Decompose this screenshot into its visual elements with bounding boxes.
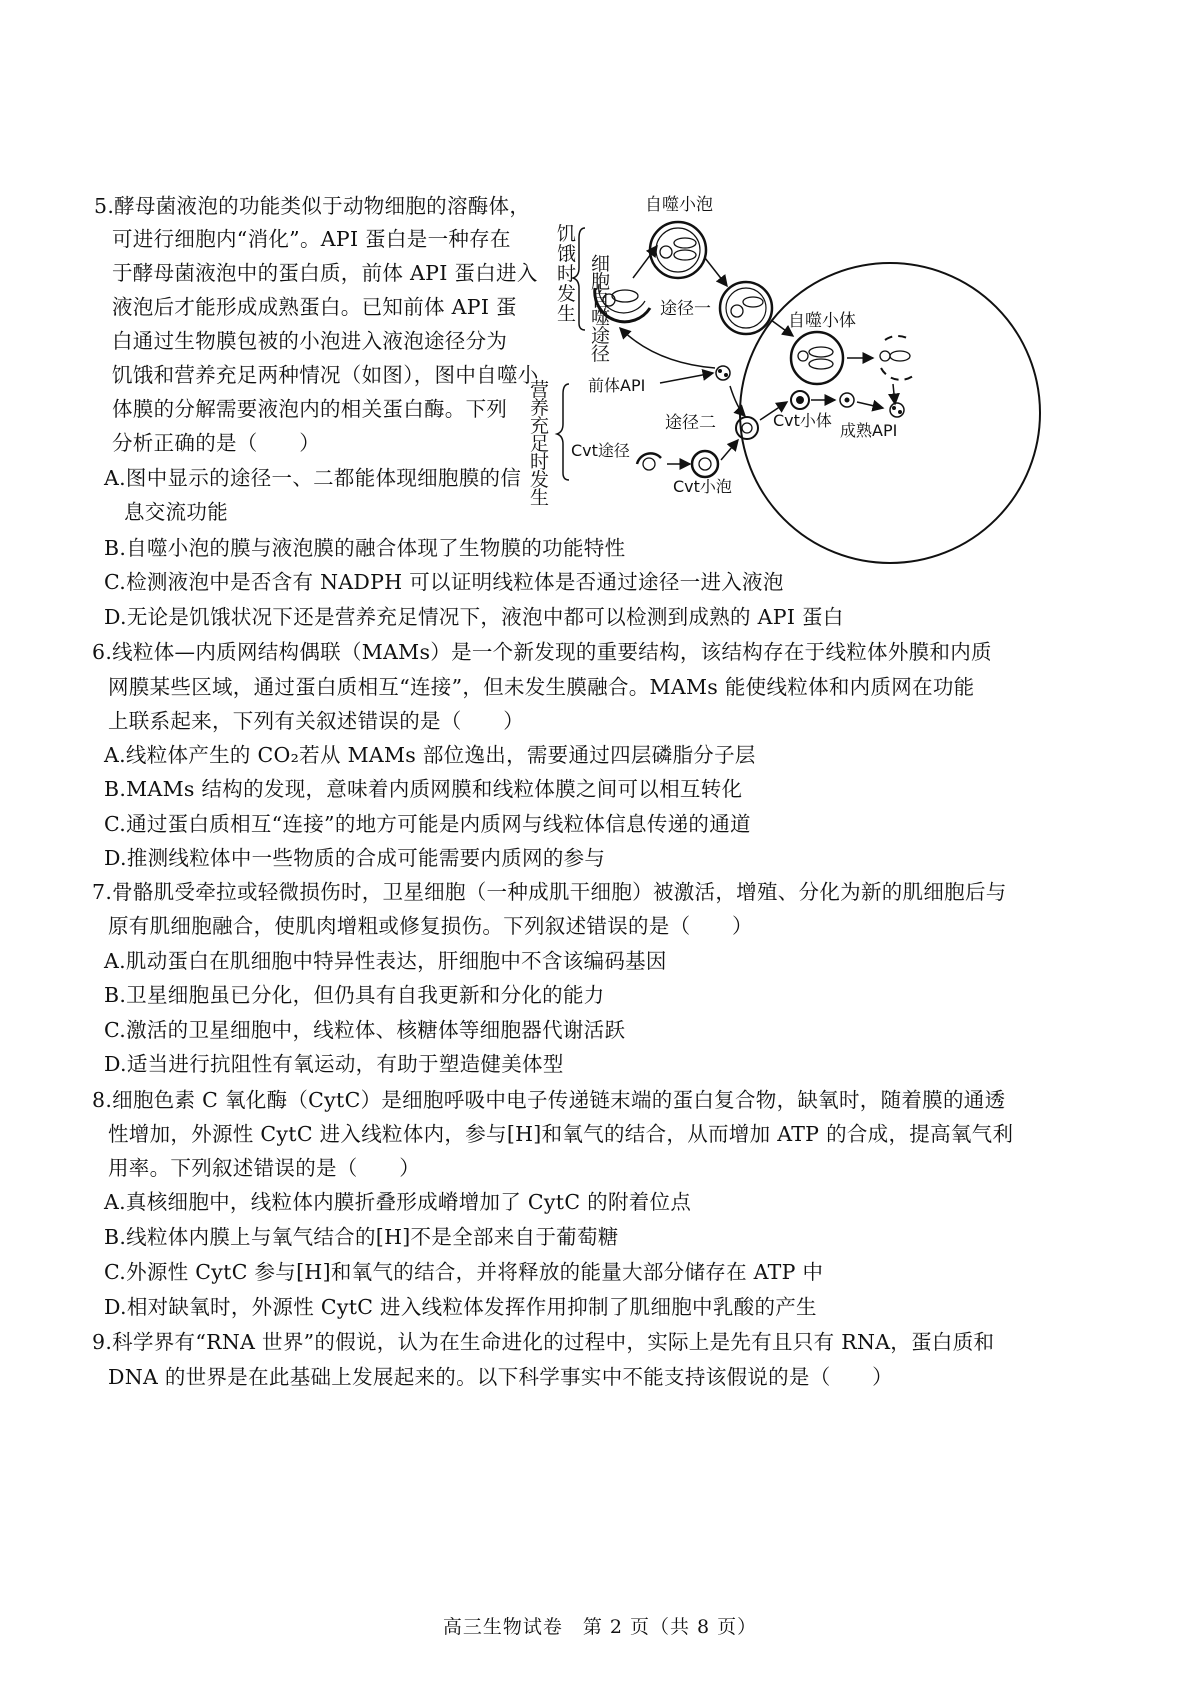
q6-option-c: C.通过蛋白质相互“连接”的地方可能是内质网与线粒体信息传递的通道 bbox=[104, 812, 751, 836]
cvt-pathway-label: Cvt途径 bbox=[571, 441, 630, 460]
nutrient-label-char: 充 bbox=[530, 415, 550, 437]
cell-autophagy-char: 自 bbox=[591, 289, 611, 311]
nutrient-label-char: 发 bbox=[530, 469, 550, 491]
q5-stem-line: 液泡后才能形成成熟蛋白。已知前体 API 蛋 bbox=[112, 295, 517, 319]
q6-stem-line: 6.线粒体—内质网结构偶联（MAMs）是一个新发现的重要结构，该结构存在于线粒体外膜和内质 bbox=[92, 640, 992, 664]
autophagosome-label: 自噬小体 bbox=[788, 311, 856, 331]
cell-autophagy-char: 细 bbox=[591, 253, 611, 275]
nutrient-label-char: 养 bbox=[530, 397, 550, 419]
hunger-label-char: 饿 bbox=[557, 243, 577, 265]
q8-stem-line: 8.细胞色素 C 氧化酶（CytC）是细胞呼吸中电子传递链末端的蛋白复合物，缺氧时，随着膜的通透 bbox=[92, 1088, 1006, 1112]
autophagy-cvt-diagram bbox=[530, 188, 975, 509]
q6-option-b: B.MAMs 结构的发现，意味着内质网膜和线粒体膜之间可以相互转化 bbox=[104, 777, 743, 801]
hunger-label-char: 时 bbox=[557, 263, 577, 285]
q8-option-a: A.真核细胞中，线粒体内膜折叠形成嵴增加了 CytC 的附着位点 bbox=[104, 1190, 692, 1214]
q5-option-c: C.检测液泡中是否含有 NADPH 可以证明线粒体是否通过途径一进入液泡 bbox=[104, 570, 784, 594]
q8-option-d: D.相对缺氧时，外源性 CytC 进入线粒体发挥作用抑制了肌细胞中乳酸的产生 bbox=[104, 1295, 817, 1319]
brace bbox=[557, 384, 569, 480]
q5-stem-line: 5.酵母菌液泡的功能类似于动物细胞的溶酶体， bbox=[94, 194, 531, 218]
q6-option-d: D.推测线粒体中一些物质的合成可能需要内质网的参与 bbox=[104, 846, 606, 870]
pathway-one-label: 途径一 bbox=[660, 299, 711, 319]
q6-stem-line: 网膜某些区域，通过蛋白质相互“连接”，但未发生膜融合。MAMs 能使线粒体和内质网在功能 bbox=[108, 675, 975, 699]
q8-stem-line: 性增加，外源性 CytC 进入线粒体内，参与[H]和氧气的结合，从而增加 ATP 的合成，提高氧气利 bbox=[108, 1122, 1014, 1146]
q7-stem-line: 原有肌细胞融合，使肌肉增粗或修复损伤。下列叙述错误的是（ ） bbox=[108, 914, 753, 938]
q5-stem-line: 白通过生物膜包被的小泡进入液泡途径分为 bbox=[112, 329, 508, 353]
q9-stem-line: DNA 的世界是在此基础上发展起来的。以下科学事实中不能支持该假说的是（ ） bbox=[108, 1365, 893, 1389]
q6-option-a: A.线粒体产生的 CO₂若从 MAMs 部位逸出，需要通过四层磷脂分子层 bbox=[104, 743, 756, 767]
q5-stem-line: 饥饿和营养充足两种情况（如图），图中自噬小 bbox=[112, 363, 539, 387]
q7-option-b: B.卫星细胞虽已分化，但仍具有自我更新和分化的能力 bbox=[104, 983, 605, 1007]
q8-option-c: C.外源性 CytC 参与[H]和氧气的结合，并将释放的能量大部分储存在 ATP 中 bbox=[104, 1260, 824, 1284]
q7-option-a: A.肌动蛋白在肌细胞中特异性表达，肝细胞中不含该编码基因 bbox=[104, 949, 667, 973]
q9-stem-line: 9.科学界有“RNA 世界”的假说，认为在生命进化的过程中，实际上是先有且只有 RNA，蛋白质和 bbox=[92, 1330, 995, 1354]
hunger-label-char: 饥 bbox=[557, 223, 577, 245]
nutrient-label-char: 时 bbox=[530, 451, 550, 473]
cell-autophagy-char: 途 bbox=[591, 325, 611, 347]
q6-stem-line: 上联系起来，下列有关叙述错误的是（ ） bbox=[108, 709, 524, 733]
q5-option-b: B.自噬小泡的膜与液泡膜的融合体现了生物膜的功能特性 bbox=[104, 536, 626, 560]
pathway-two-label: 途径二 bbox=[665, 413, 716, 433]
q5-stem-line: 可进行细胞内“消化”。API 蛋白是一种存在 bbox=[112, 227, 511, 251]
nutrient-label-char: 营 bbox=[530, 379, 550, 401]
nutrient-label-char: 生 bbox=[530, 487, 550, 509]
cell-autophagy-char: 胞 bbox=[591, 271, 611, 293]
q7-stem-line: 7.骨骼肌受牵拉或轻微损伤时，卫星细胞（一种成肌干细胞）被激活，增殖、分化为新的肌细胞后与 bbox=[92, 880, 1007, 904]
q7-option-d: D.适当进行抗阻性有氧运动，有助于塑造健美体型 bbox=[104, 1052, 564, 1076]
q8-stem-line: 用率。下列叙述错误的是（ ） bbox=[108, 1156, 420, 1180]
q5-option-a: A.图中显示的途径一、二都能体现细胞膜的信 bbox=[104, 466, 522, 490]
q5-stem-line: 体膜的分解需要液泡内的相关蛋白酶。下列 bbox=[112, 397, 508, 421]
precursor-api-label: 前体API bbox=[588, 376, 646, 395]
q8-option-b: B.线粒体内膜上与氧气结合的[H]不是全部来自于葡萄糖 bbox=[104, 1225, 619, 1249]
cell-autophagy-char: 径 bbox=[591, 343, 611, 365]
page-footer: 高三生物试卷 第 2 页（共 8 页） bbox=[442, 1616, 758, 1638]
cell-autophagy-char: 噬 bbox=[591, 307, 611, 329]
q5-stem-line: 分析正确的是（ ） bbox=[112, 431, 320, 455]
hunger-label-char: 发 bbox=[557, 283, 577, 305]
mature-api-label: 成熟API bbox=[840, 421, 898, 440]
q7-option-c: C.激活的卫星细胞中，线粒体、核糖体等细胞器代谢活跃 bbox=[104, 1018, 626, 1042]
q5-option-d: D.无论是饥饿状况下还是营养充足情况下，液泡中都可以检测到成熟的 API 蛋白 bbox=[104, 605, 844, 629]
cvt-vesicle-label: Cvt小泡 bbox=[673, 477, 732, 496]
autophagy-vesicle bbox=[650, 222, 706, 278]
nutrient-label-char: 足 bbox=[530, 433, 550, 455]
q5-option-a-cont: 息交流功能 bbox=[124, 500, 228, 524]
autophagy-vesicle-label: 自噬小泡 bbox=[645, 195, 713, 215]
cvt-body-label: Cvt小体 bbox=[773, 411, 832, 430]
hunger-label-char: 生 bbox=[557, 303, 577, 325]
q5-stem-line: 于酵母菌液泡中的蛋白质，前体 API 蛋白进入 bbox=[112, 261, 538, 285]
